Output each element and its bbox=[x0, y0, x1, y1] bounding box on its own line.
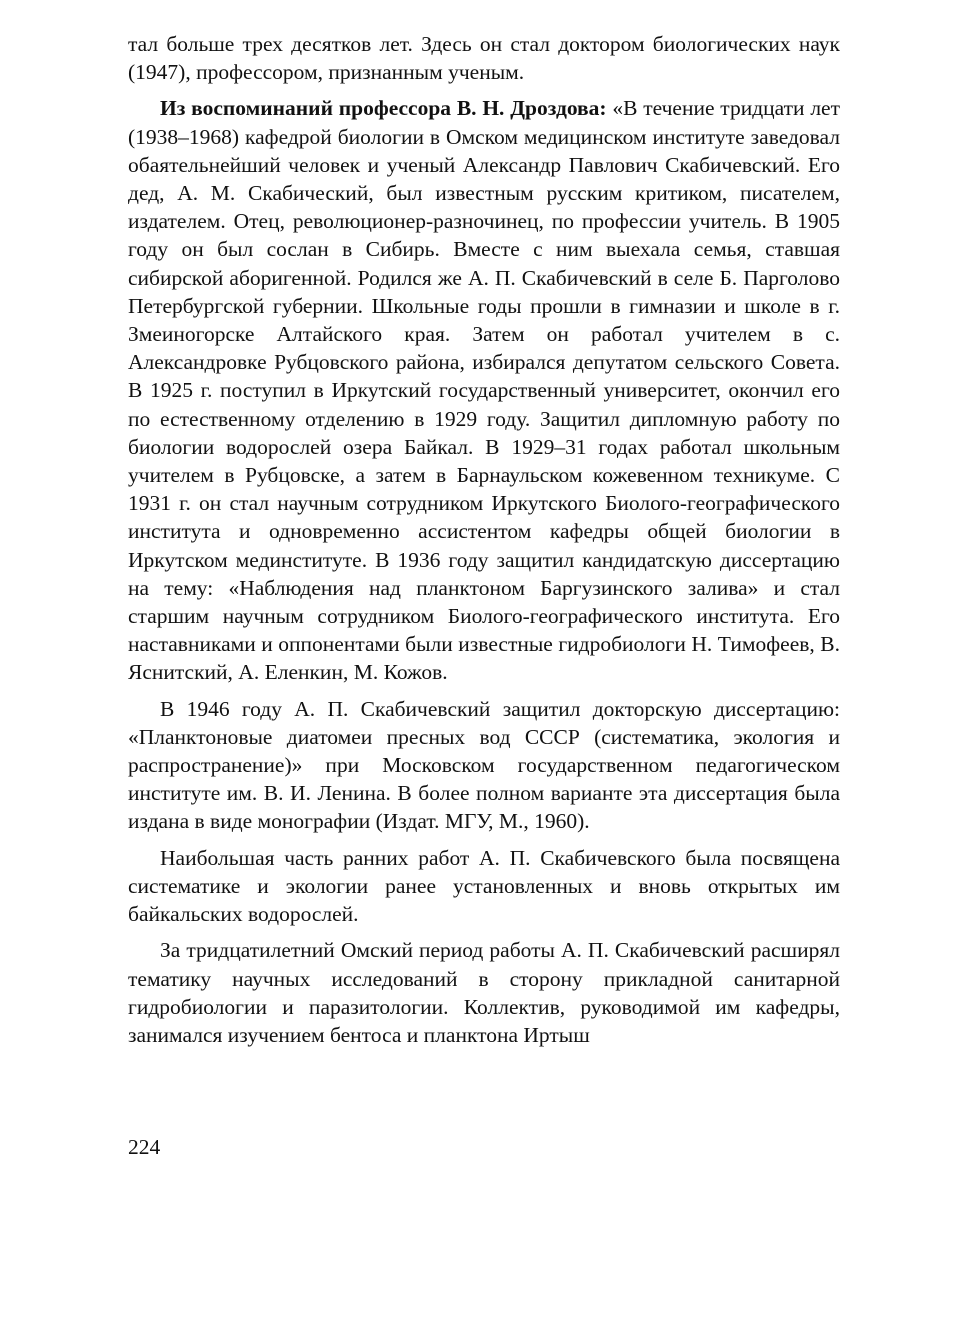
paragraph-1-text: тал больше трех десятков лет. Здесь он стал доктором биологических наук (1947), профессором, признанным ученым. bbox=[128, 32, 840, 85]
paragraph-2-lead: Из воспоминаний профессора В. Н. Дроздова: bbox=[160, 96, 607, 121]
paragraph-4 bbox=[128, 844, 840, 929]
paragraph-1 bbox=[128, 30, 840, 86]
paragraph-5-text: За тридцатилетний Омский период работы А. П. Скабичевский расширял тематику научных исследований в сторону прикладной санитарной гидробиологии и паразитологии. Коллектив, руководимой им кафедры, занимался изучением бентоса и планктона Иртыш bbox=[128, 938, 840, 1047]
paragraph-2-text: «В течение тридцати лет (1938–1968) кафедрой биологии в Омском медицинском институте заведовал обаятельнейший человек и ученый Александр Павлович Скабичевский. Его дед, А. М. Скабический, был известным русским критиком, писателем, издателем. Отец, революционер-разночинец, по профессии учитель. В 1905 году он был сослан в Сибирь. Вместе с ним выехала семья, ставшая сибирской аборигенной. Родился же А. П. Скабичевский в селе Б. Парголово Петербургской губернии. Школьные годы прошли в гимназии и школе в г. Змеиногорске Алтайского края. Затем он работал учителем в с. Александровке Рубцовского района, избирался депутатом сельского Совета. В 1925 г. поступил в Иркутский государственный университет, окончил его по естественному отделению в 1929 году. Защитил дипломную работу по биологии водорослей озера Байкал. В 1929–31 годах работал школьным учителем в Рубцовске, а затем в Барнаульском кожевенном техникуме. С 1931 г. он стал научным сотрудником Иркутского Биолого-географического института и одновременно ассистентом кафедры общей биологии в Иркутском мединституте. В 1936 году защитил кандидатскую диссертацию на тему: «Наблюдения над планктоном Баргузинского залива» и стал старшим научным сотрудником Биолого-географического института. Его наставниками и оппонентами были известные гидробиологи Н. Тимофеев, В. Яснитский, А. Еленкин, М. Кожов. bbox=[128, 96, 840, 685]
paragraph-3-text: В 1946 году А. П. Скабичевский защитил докторскую диссертацию: «Планктоновые диатомеи пресных вод СССР (систематика, экология и распространение)» при Московском государственном педагогическом институте им. В. И. Ленина. В более полном варианте эта диссертация была издана в виде монографии (Издат. МГУ, М., 1960). bbox=[128, 696, 840, 834]
paragraph-4-text: Наибольшая часть ранних работ А. П. Скабичевского была посвящена систематике и экологии ранее установленных и вновь открытых им байкальских водорослей. bbox=[128, 845, 840, 927]
paragraph-3 bbox=[128, 695, 840, 836]
page-body bbox=[128, 30, 840, 1049]
paragraph-2 bbox=[128, 94, 840, 686]
paragraph-5 bbox=[128, 936, 840, 1049]
page-number: 224 bbox=[128, 1135, 161, 1159]
